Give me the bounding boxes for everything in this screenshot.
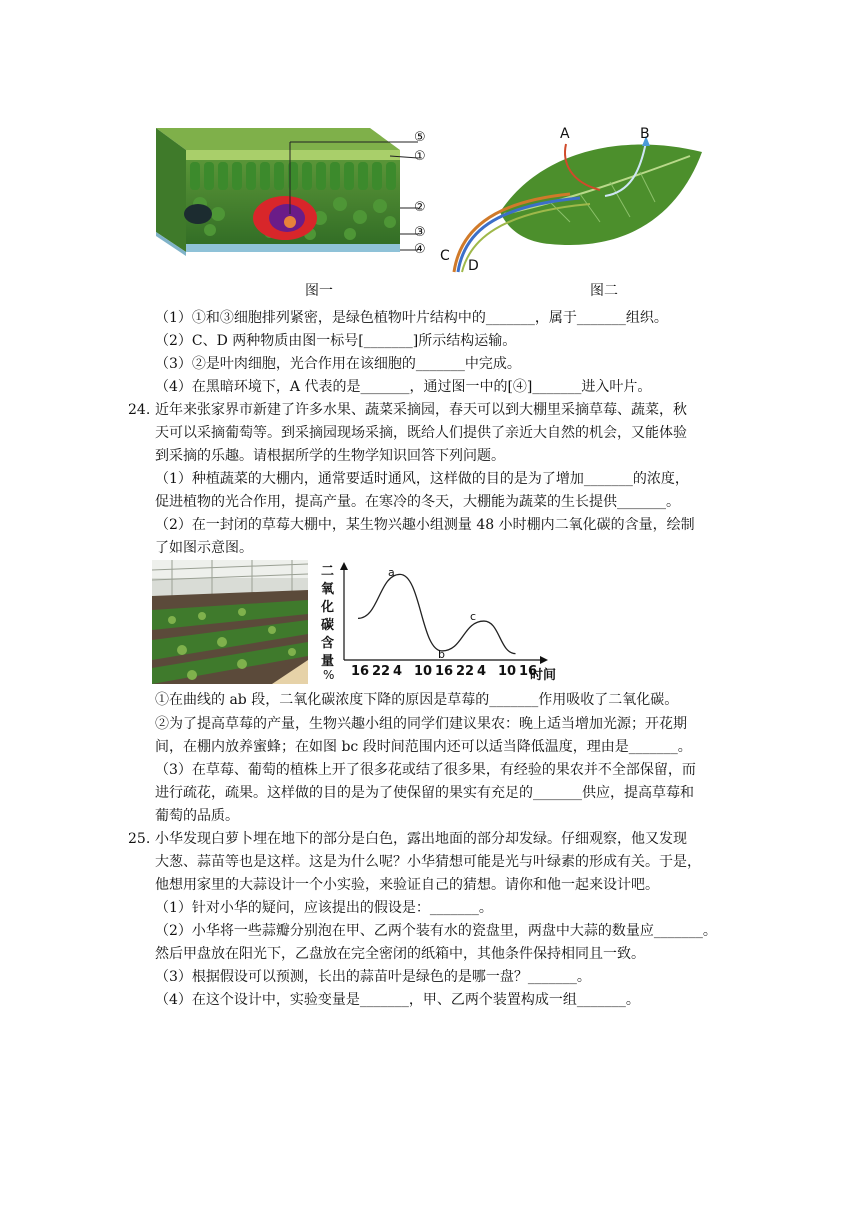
x-tick-7: 10 <box>498 664 517 679</box>
fig2-caption: 图二 <box>590 283 618 299</box>
ylabel-char-3: 化 <box>321 600 335 615</box>
q24-part2-line2: 了如图示意图。 <box>155 540 253 556</box>
fig1-label-1: ① <box>414 149 426 164</box>
y-axis-arrow <box>340 562 348 570</box>
co2-chart <box>318 558 558 686</box>
q23-part2: （2）C、D 两种物质由图一标号[_______]所示结构运输。 <box>155 333 517 349</box>
q24-part3-line2: 进行疏花，疏果。这样做的目的是为了使保留的果实有充足的_______供应，提高草莓和 <box>155 785 694 801</box>
q24-part2a: ①在曲线的 ab 段，二氧化碳浓度下降的原因是草莓的_______作用吸收了二氧化碳。 <box>155 692 679 708</box>
fig2-label-d: D <box>468 258 479 274</box>
point-label-c: c <box>470 610 477 623</box>
leaf-cross-section-image <box>150 122 450 277</box>
q25-stem-2: 大葱、蒜苗等也是这样。这是为什么呢？小华猜想可能是光与叶绿素的形成有关。于是， <box>155 854 701 870</box>
q23-part4: （4）在黑暗环境下，A 代表的是_______，通过图一中的[④]_______进入叶片。 <box>155 379 652 395</box>
x-tick-0: 16 <box>351 664 370 679</box>
fig1-label-3: ③ <box>414 225 426 240</box>
fig2-label-a: A <box>560 126 570 142</box>
q25-part2-line1: （2）小华将一些蒜瓣分别泡在甲、乙两个装有水的瓷盘里，两盘中大蒜的数量应_______。 <box>155 923 717 939</box>
leaf-transport-figure <box>440 122 710 277</box>
q24-stem-3: 到采摘的乐趣。请根据所学的生物学知识回答下列问题。 <box>155 448 505 464</box>
ylabel-char-6: 量 <box>321 654 335 669</box>
q24-part3-line1: （3）在草莓、葡萄的植株上开了很多花或结了很多果，有经验的果农并不全部保留，而 <box>155 762 696 778</box>
leaf-cross-section-figure <box>150 122 450 277</box>
q24-part2-line1: （2）在一封闭的草莓大棚中，某生物兴趣小组测量 48 小时棚内二氧化碳的含量，绘制 <box>155 517 695 533</box>
fig2-label-b: B <box>640 126 650 142</box>
q24-part2b-line2: 间，在棚内放养蜜蜂；在如图 bc 段时间范围内还可以适当降低温度，理由是_______。 <box>155 739 692 755</box>
ylabel-char-1: 二 <box>321 564 335 579</box>
q23-part1: （1）①和③细胞排列紧密，是绿色植物叶片结构中的_______，属于_______组织。 <box>155 310 668 326</box>
q24-part1-line1: （1）种植蔬菜的大棚内，通常要适时通风，这样做的目的是为了增加_______的浓度， <box>155 471 689 487</box>
leaf-image <box>440 122 710 277</box>
q25-part1: （1）针对小华的疑问，应该提出的假设是：_______。 <box>155 900 493 916</box>
ylabel-char-5: 含 <box>321 636 335 651</box>
x-tick-3: 10 <box>414 664 433 679</box>
ylabel-char-2: 氧 <box>321 582 335 597</box>
x-tick-6: 4 <box>477 664 487 679</box>
fig1-caption: 图一 <box>305 283 333 299</box>
x-tick-4: 16 <box>435 664 454 679</box>
x-tick-8: 16 <box>519 664 538 679</box>
q25-part3: （3）根据假设可以预测，长出的蒜苗叶是绿色的是哪一盘？_______。 <box>155 969 591 985</box>
ylabel-char-4: 碳 <box>321 618 335 633</box>
q23-part3: （3）②是叶肉细胞，光合作用在该细胞的_______中完成。 <box>155 356 521 372</box>
point-label-b: b <box>438 648 445 661</box>
co2-curve <box>358 574 516 653</box>
q25-part2-line2: 然后甲盘放在阳光下，乙盘放在完全密闭的纸箱中，其他条件保持相同且一致。 <box>155 946 645 962</box>
q25-part4: （4）在这个设计中，实验变量是_______，甲、乙两个装置构成一组_______。 <box>155 992 640 1008</box>
q25-stem-3: 他想用家里的大蒜设计一个小实验，来验证自己的猜想。请你和他一起来设计吧。 <box>155 877 659 893</box>
x-tick-2: 4 <box>393 664 403 679</box>
q24-part2b-line1: ②为了提高草莓的产量，生物兴趣小组的同学们建议果农：晚上适当增加光源；开花期 <box>155 716 687 732</box>
q24-part3-line3: 葡萄的品质。 <box>155 808 239 824</box>
fig2-label-c: C <box>440 248 450 264</box>
ylabel-char-7: % <box>323 668 335 682</box>
q25-stem-1: 小华发现白萝卜埋在地下的部分是白色，露出地面的部分却发绿。仔细观察，他又发现 <box>155 831 687 847</box>
point-label-a: a <box>388 566 395 579</box>
x-axis-label: 时间 <box>530 668 557 683</box>
fig1-label-2: ② <box>414 200 426 215</box>
q24-stem-1: 近年来张家界市新建了许多水果、蔬菜采摘园，春天可以到大棚里采摘草莓、蔬菜，秋 <box>155 402 687 418</box>
fig1-label-5: ⑤ <box>414 130 426 145</box>
q24-number: 24. <box>128 402 151 418</box>
greenhouse-image <box>152 560 308 684</box>
greenhouse-photo <box>152 560 308 684</box>
x-axis-arrow <box>540 656 548 664</box>
x-tick-1: 22 <box>372 664 391 679</box>
x-tick-5: 22 <box>456 664 475 679</box>
q24-stem-2: 天可以采摘葡萄等。到采摘园现场采摘，既给人们提供了亲近大自然的机会，又能体验 <box>155 425 687 441</box>
q25-number: 25. <box>128 831 151 847</box>
q24-part1-line2: 促进植物的光合作用，提高产量。在寒冷的冬天，大棚能为蔬菜的生长提供_______。 <box>155 494 680 510</box>
fig1-label-4: ④ <box>414 242 426 257</box>
